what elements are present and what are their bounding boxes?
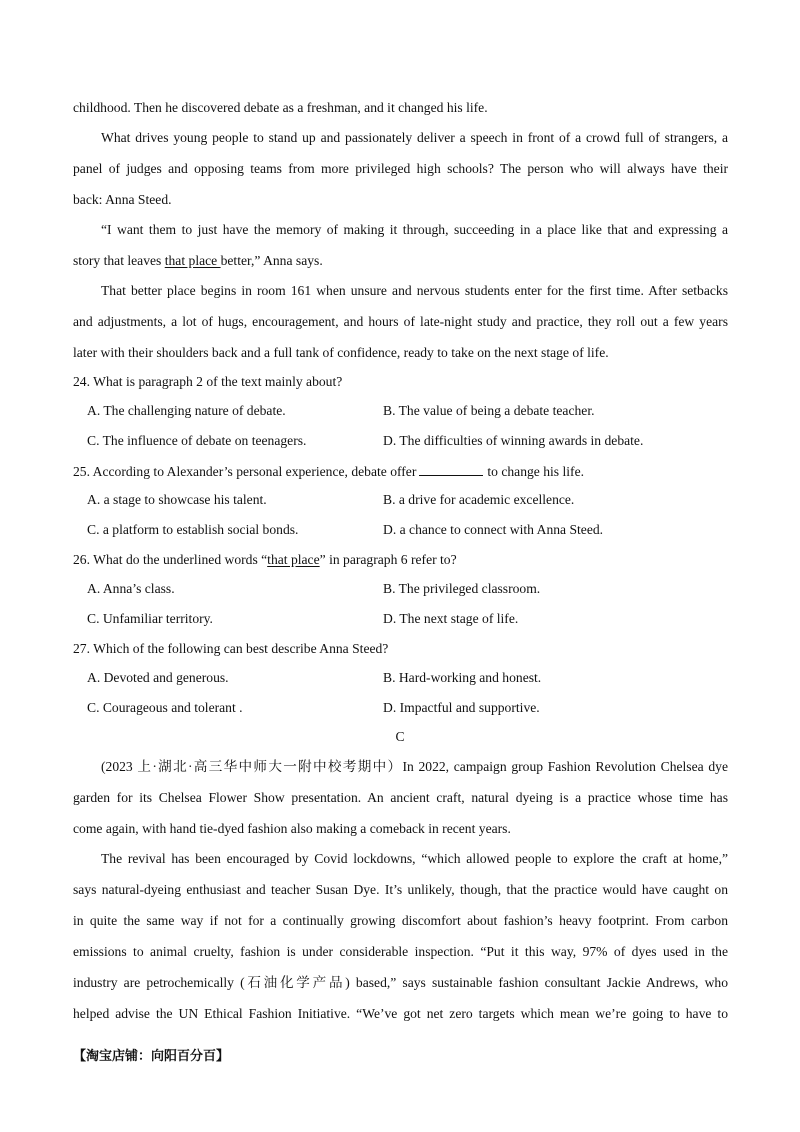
paragraph-line: (2023 上·湖北·高三华中师大一附中校考期中）In 2022, campaign group Fashion Revolution Chelsea dye bbox=[101, 759, 728, 774]
paragraph-line: helped advise the UN Ethical Fashion Initiative. “We’ve got net zero targets which mean we’re going to have to bbox=[73, 1006, 728, 1021]
text-run: 25. According to Alexander’s personal experience, debate offer bbox=[73, 464, 417, 479]
option-c: C. Courageous and tolerant . bbox=[87, 700, 243, 715]
text-run: story that leaves bbox=[73, 253, 165, 268]
paragraph-line: says natural-dyeing enthusiast and teacher Susan Dye. It’s unlikely, though, that the practice would have caught on bbox=[73, 882, 728, 897]
option-b: B. The privileged classroom. bbox=[383, 581, 541, 596]
paragraph-line: come again, with hand tie-dyed fashion also making a comeback in recent years. bbox=[73, 821, 511, 836]
option-d: D. a chance to connect with Anna Steed. bbox=[383, 522, 604, 537]
option-d: D. The difficulties of winning awards in debate. bbox=[383, 433, 644, 448]
question-stem: 27. Which of the following can best describe Anna Steed? bbox=[73, 641, 389, 656]
option-b: B. a drive for academic excellence. bbox=[383, 492, 575, 507]
text-run: ” in paragraph 6 refer to? bbox=[319, 552, 457, 567]
paragraph-line: industry are petrochemically (石油化学产品) based,” says sustainable fashion consultant Jackie Andrews, who bbox=[73, 975, 728, 990]
question-stem: 24. What is paragraph 2 of the text mainly about? bbox=[73, 374, 343, 389]
option-c: C. Unfamiliar territory. bbox=[87, 611, 213, 626]
paragraph-line: back: Anna Steed. bbox=[73, 192, 172, 207]
paragraph-line: emissions to animal cruelty, fashion is under considerable inspection. “Put it this way, 97% of dyes used in the bbox=[73, 944, 728, 959]
section-heading: C bbox=[395, 729, 405, 744]
text-run: 26. What do the underlined words “ bbox=[73, 552, 268, 567]
option-d: D. The next stage of life. bbox=[383, 611, 519, 626]
paragraph-line: in quite the same way if not for a continually growing discomfort about fashion’s heavy footprint. From carbon bbox=[73, 913, 728, 928]
paragraph-line: What drives young people to stand up and passionately deliver a speech in front of a crowd full of strangers, a bbox=[101, 130, 728, 145]
underlined-phrase: that place bbox=[164, 253, 221, 268]
paragraph-line: and adjustments, a lot of hugs, encouragement, and hours of late-night study and practice, they roll out a few years bbox=[73, 314, 728, 329]
option-d: D. Impactful and supportive. bbox=[383, 700, 540, 715]
underlined-phrase: that place bbox=[267, 552, 320, 567]
option-c: C. a platform to establish social bonds. bbox=[87, 522, 299, 537]
text-run: to change his life. bbox=[487, 464, 585, 479]
option-a: A. The challenging nature of debate. bbox=[87, 403, 286, 418]
paragraph-line: panel of judges and opposing teams from more privileged high schools? The person who will always have their bbox=[73, 161, 728, 176]
paragraph-line: That better place begins in room 161 when unsure and nervous students enter for the first time. After setbacks bbox=[101, 283, 728, 298]
option-c: C. The influence of debate on teenagers. bbox=[87, 433, 307, 448]
paragraph-line: “I want them to just have the memory of making it through, succeeding in a place like that and expressing a bbox=[101, 222, 728, 237]
option-b: B. The value of being a debate teacher. bbox=[383, 403, 595, 418]
option-a: A. Anna’s class. bbox=[87, 581, 175, 596]
paragraph-line: The revival has been encouraged by Covid lockdowns, “which allowed people to explore the craft at home,” bbox=[101, 851, 728, 866]
option-b: B. Hard-working and honest. bbox=[383, 670, 542, 685]
paragraph-line: childhood. Then he discovered debate as a freshman, and it changed his life. bbox=[73, 100, 488, 115]
footer-shop-label: 【淘宝店铺：向阳百分百】 bbox=[73, 1049, 230, 1064]
option-a: A. Devoted and generous. bbox=[87, 670, 229, 685]
paragraph-line: later with their shoulders back and a full tank of confidence, ready to take on the next stage of life. bbox=[73, 345, 609, 360]
paragraph-line bbox=[73, 253, 728, 269]
answer-blank bbox=[419, 463, 483, 476]
option-a: A. a stage to showcase his talent. bbox=[87, 492, 267, 507]
paragraph-line: garden for its Chelsea Flower Show presentation. An ancient craft, natural dyeing is a practice whose time has bbox=[73, 790, 728, 805]
text-run: better,” Anna says. bbox=[220, 253, 323, 268]
question-stem bbox=[73, 552, 728, 568]
question-stem bbox=[73, 463, 728, 480]
